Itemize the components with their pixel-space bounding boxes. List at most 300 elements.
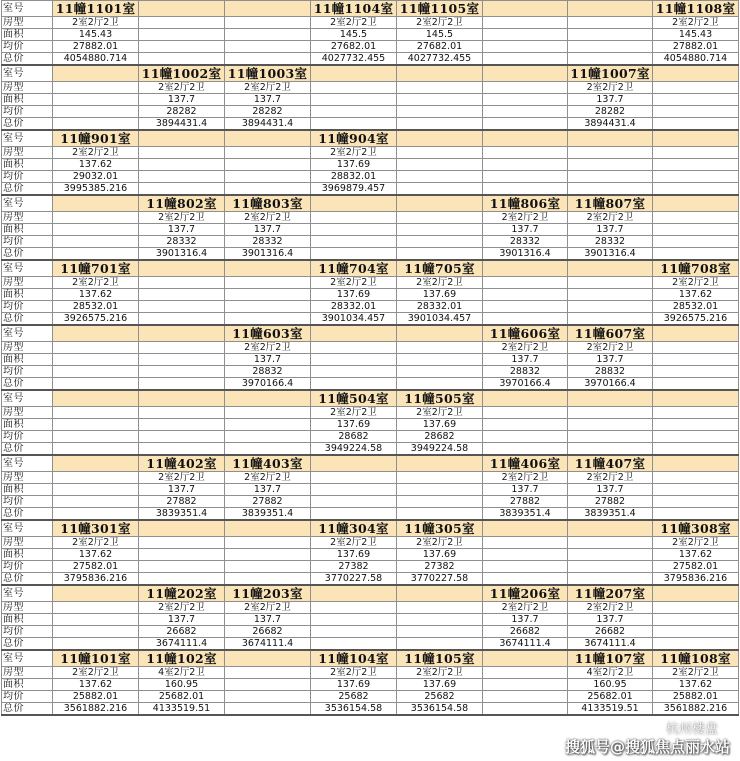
empty-cell	[483, 29, 568, 41]
empty-cell	[653, 212, 739, 224]
empty-cell	[225, 301, 311, 313]
unit-total: 3901316.4	[483, 248, 568, 261]
row-label: 室号	[2, 260, 53, 277]
empty-cell	[568, 537, 653, 549]
unit-price: 28282	[568, 106, 653, 118]
empty-cell	[483, 53, 568, 66]
empty-cell	[568, 29, 653, 41]
floor-row-total	[2, 378, 739, 391]
empty-cell	[397, 585, 483, 602]
row-label: 均价	[2, 691, 53, 703]
empty-cell	[653, 147, 739, 159]
empty-cell	[139, 29, 225, 41]
unit-type: 2室2厅2卫	[483, 472, 568, 484]
unit-price: 27582.01	[53, 561, 139, 573]
empty-cell	[653, 455, 739, 472]
empty-cell	[397, 195, 483, 212]
empty-cell	[311, 484, 397, 496]
floor-row-type	[2, 82, 739, 94]
unit-room-number: 11幢504室	[311, 390, 397, 407]
unit-price: 25682.01	[568, 691, 653, 703]
empty-cell	[653, 496, 739, 508]
row-label: 均价	[2, 236, 53, 248]
empty-cell	[653, 195, 739, 212]
row-label: 室号	[2, 390, 53, 407]
unit-total: 3536154.58	[311, 703, 397, 716]
unit-type: 2室2厅2卫	[139, 602, 225, 614]
unit-total: 3839351.4	[483, 508, 568, 521]
unit-area: 137.62	[53, 159, 139, 171]
unit-room-number: 11幢1007室	[568, 65, 653, 82]
empty-cell	[397, 378, 483, 391]
unit-room-number: 11幢904室	[311, 130, 397, 147]
unit-total: 3970166.4	[225, 378, 311, 391]
unit-area: 137.69	[311, 419, 397, 431]
unit-total: 3901034.457	[311, 313, 397, 326]
empty-cell	[139, 159, 225, 171]
unit-room-number: 11幢802室	[139, 195, 225, 212]
unit-type: 2室2厅2卫	[568, 602, 653, 614]
unit-total: 3839351.4	[139, 508, 225, 521]
empty-cell	[483, 301, 568, 313]
empty-cell	[483, 159, 568, 171]
floor-row-type	[2, 472, 739, 484]
empty-cell	[397, 484, 483, 496]
row-label: 均价	[2, 561, 53, 573]
unit-room-number: 11幢1108室	[653, 1, 739, 17]
empty-cell	[483, 106, 568, 118]
floor-row-price	[2, 626, 739, 638]
unit-price: 27682.01	[397, 41, 483, 53]
floor-row-type	[2, 602, 739, 614]
row-label: 均价	[2, 366, 53, 378]
empty-cell	[53, 496, 139, 508]
floor-row-total	[2, 508, 739, 521]
empty-cell	[53, 508, 139, 521]
empty-cell	[568, 171, 653, 183]
row-label: 房型	[2, 82, 53, 94]
unit-price: 28532.01	[653, 301, 739, 313]
row-label: 均价	[2, 496, 53, 508]
unit-room-number: 11幢101室	[53, 650, 139, 667]
unit-room-number: 11幢1002室	[139, 65, 225, 82]
empty-cell	[53, 212, 139, 224]
row-label: 总价	[2, 508, 53, 521]
row-label: 室号	[2, 195, 53, 212]
unit-type: 2室2厅2卫	[225, 212, 311, 224]
unit-area: 137.7	[483, 614, 568, 626]
floor-row-total	[2, 183, 739, 196]
empty-cell	[139, 183, 225, 196]
unit-room-number: 11幢806室	[483, 195, 568, 212]
empty-cell	[483, 147, 568, 159]
unit-area: 137.7	[139, 484, 225, 496]
unit-price: 28332.01	[311, 301, 397, 313]
row-label: 房型	[2, 17, 53, 29]
empty-cell	[311, 325, 397, 342]
empty-cell	[53, 431, 139, 443]
floor-row-price	[2, 561, 739, 573]
empty-cell	[225, 17, 311, 29]
row-label: 均价	[2, 301, 53, 313]
unit-room-number: 11幢403室	[225, 455, 311, 472]
unit-total: 4133519.51	[139, 703, 225, 716]
unit-total: 3970166.4	[483, 378, 568, 391]
empty-cell	[397, 118, 483, 131]
empty-cell	[139, 573, 225, 586]
unit-total: 3795836.216	[53, 573, 139, 586]
unit-room-number: 11幢606室	[483, 325, 568, 342]
floor-row-price	[2, 236, 739, 248]
empty-cell	[139, 561, 225, 573]
empty-cell	[483, 561, 568, 573]
empty-cell	[397, 106, 483, 118]
unit-price: 25682	[311, 691, 397, 703]
empty-cell	[225, 573, 311, 586]
empty-cell	[225, 1, 311, 17]
unit-total: 3561882.216	[53, 703, 139, 716]
row-label: 均价	[2, 431, 53, 443]
unit-area: 160.95	[568, 679, 653, 691]
empty-cell	[653, 638, 739, 651]
unit-type: 2室2厅2卫	[568, 82, 653, 94]
empty-cell	[311, 236, 397, 248]
floor-row-price	[2, 431, 739, 443]
empty-cell	[653, 248, 739, 261]
unit-type: 2室2厅2卫	[311, 277, 397, 289]
empty-cell	[483, 183, 568, 196]
unit-price: 28532.01	[53, 301, 139, 313]
empty-cell	[653, 378, 739, 391]
empty-cell	[225, 691, 311, 703]
unit-total: 3536154.58	[397, 703, 483, 716]
empty-cell	[653, 431, 739, 443]
empty-cell	[139, 1, 225, 17]
empty-cell	[139, 147, 225, 159]
row-label: 面积	[2, 94, 53, 106]
empty-cell	[139, 342, 225, 354]
floor-row-total	[2, 313, 739, 326]
empty-cell	[568, 313, 653, 326]
empty-cell	[53, 390, 139, 407]
unit-type: 2室2厅2卫	[53, 667, 139, 679]
empty-cell	[225, 130, 311, 147]
empty-cell	[139, 520, 225, 537]
empty-cell	[653, 236, 739, 248]
empty-cell	[483, 390, 568, 407]
empty-cell	[483, 520, 568, 537]
row-label: 总价	[2, 638, 53, 651]
unit-room-number: 11幢203室	[225, 585, 311, 602]
unit-area: 137.62	[53, 289, 139, 301]
unit-price: 27682.01	[311, 41, 397, 53]
row-label: 均价	[2, 41, 53, 53]
unit-room-number: 11幢105室	[397, 650, 483, 667]
unit-type: 2室2厅2卫	[311, 407, 397, 419]
unit-price: 28282	[225, 106, 311, 118]
unit-area: 137.7	[483, 224, 568, 236]
row-label: 总价	[2, 118, 53, 131]
row-label: 总价	[2, 443, 53, 456]
unit-total: 3926575.216	[53, 313, 139, 326]
unit-type: 2室2厅2卫	[53, 17, 139, 29]
empty-cell	[139, 378, 225, 391]
unit-type: 4室2厅2卫	[139, 667, 225, 679]
empty-cell	[653, 183, 739, 196]
unit-total: 3901316.4	[225, 248, 311, 261]
empty-cell	[139, 277, 225, 289]
floor-row-price	[2, 41, 739, 53]
empty-cell	[139, 549, 225, 561]
row-label: 房型	[2, 212, 53, 224]
row-label: 房型	[2, 602, 53, 614]
empty-cell	[225, 159, 311, 171]
floor-row-room	[2, 130, 739, 147]
floor-row-total	[2, 53, 739, 66]
empty-cell	[653, 325, 739, 342]
empty-cell	[53, 455, 139, 472]
floor-row-price	[2, 171, 739, 183]
empty-cell	[139, 289, 225, 301]
price-table	[1, 0, 739, 716]
unit-total: 3561882.216	[653, 703, 739, 716]
empty-cell	[53, 195, 139, 212]
empty-cell	[311, 585, 397, 602]
empty-cell	[653, 94, 739, 106]
empty-cell	[653, 508, 739, 521]
row-label: 面积	[2, 679, 53, 691]
empty-cell	[53, 342, 139, 354]
unit-area: 137.7	[568, 94, 653, 106]
empty-cell	[483, 277, 568, 289]
empty-cell	[653, 626, 739, 638]
empty-cell	[653, 82, 739, 94]
empty-cell	[225, 41, 311, 53]
empty-cell	[483, 419, 568, 431]
empty-cell	[483, 691, 568, 703]
empty-cell	[225, 419, 311, 431]
empty-cell	[225, 703, 311, 716]
unit-price: 25882.01	[53, 691, 139, 703]
empty-cell	[139, 419, 225, 431]
empty-cell	[53, 354, 139, 366]
unit-area: 137.7	[568, 484, 653, 496]
empty-cell	[483, 407, 568, 419]
empty-cell	[311, 342, 397, 354]
empty-cell	[53, 602, 139, 614]
unit-price: 27882.01	[53, 41, 139, 53]
unit-type: 2室2厅2卫	[653, 17, 739, 29]
empty-cell	[53, 626, 139, 638]
empty-cell	[311, 195, 397, 212]
unit-area: 137.7	[139, 614, 225, 626]
unit-room-number: 11幢301室	[53, 520, 139, 537]
empty-cell	[139, 313, 225, 326]
unit-type: 2室2厅2卫	[311, 17, 397, 29]
unit-area: 137.62	[653, 549, 739, 561]
floor-row-area	[2, 94, 739, 106]
row-label: 室号	[2, 65, 53, 82]
floor-row-type	[2, 147, 739, 159]
unit-room-number: 11幢1105室	[397, 1, 483, 17]
empty-cell	[483, 667, 568, 679]
empty-cell	[225, 29, 311, 41]
unit-price: 29032.01	[53, 171, 139, 183]
row-label: 房型	[2, 667, 53, 679]
unit-type: 2室2厅2卫	[311, 147, 397, 159]
empty-cell	[225, 667, 311, 679]
unit-area: 137.69	[311, 679, 397, 691]
unit-room-number: 11幢107室	[568, 650, 653, 667]
row-label: 室号	[2, 585, 53, 602]
empty-cell	[139, 41, 225, 53]
unit-room-number: 11幢701室	[53, 260, 139, 277]
empty-cell	[53, 366, 139, 378]
empty-cell	[311, 638, 397, 651]
empty-cell	[225, 520, 311, 537]
empty-cell	[483, 573, 568, 586]
row-label: 室号	[2, 455, 53, 472]
unit-price: 28332	[225, 236, 311, 248]
unit-area: 137.7	[225, 614, 311, 626]
empty-cell	[53, 443, 139, 456]
floor-row-room	[2, 585, 739, 602]
unit-room-number: 11幢1003室	[225, 65, 311, 82]
unit-price: 25682.01	[139, 691, 225, 703]
row-label: 总价	[2, 573, 53, 586]
empty-cell	[225, 390, 311, 407]
unit-room-number: 11幢708室	[653, 260, 739, 277]
row-label: 面积	[2, 354, 53, 366]
unit-total: 3894431.4	[568, 118, 653, 131]
empty-cell	[53, 484, 139, 496]
unit-price: 28332	[139, 236, 225, 248]
empty-cell	[139, 301, 225, 313]
unit-area: 137.7	[225, 224, 311, 236]
unit-type: 2室2厅2卫	[568, 342, 653, 354]
floor-row-room	[2, 1, 739, 17]
unit-room-number: 11幢102室	[139, 650, 225, 667]
floor-row-area	[2, 484, 739, 496]
empty-cell	[653, 472, 739, 484]
floor-row-total	[2, 118, 739, 131]
unit-total: 3969879.457	[311, 183, 397, 196]
unit-room-number: 11幢206室	[483, 585, 568, 602]
empty-cell	[397, 342, 483, 354]
unit-room-number: 11幢308室	[653, 520, 739, 537]
floor-row-room	[2, 65, 739, 82]
empty-cell	[653, 443, 739, 456]
empty-cell	[483, 260, 568, 277]
row-label: 室号	[2, 650, 53, 667]
empty-cell	[568, 549, 653, 561]
empty-cell	[311, 354, 397, 366]
empty-cell	[53, 118, 139, 131]
unit-room-number: 11幢901室	[53, 130, 139, 147]
empty-cell	[397, 626, 483, 638]
unit-price: 28832.01	[311, 171, 397, 183]
row-label: 室号	[2, 325, 53, 342]
empty-cell	[139, 366, 225, 378]
unit-area: 137.7	[568, 354, 653, 366]
empty-cell	[483, 171, 568, 183]
unit-total: 3674111.4	[568, 638, 653, 651]
unit-price: 27882	[568, 496, 653, 508]
unit-type: 2室2厅2卫	[225, 472, 311, 484]
empty-cell	[653, 366, 739, 378]
unit-price: 27382	[397, 561, 483, 573]
unit-type: 2室2厅2卫	[311, 667, 397, 679]
unit-area: 137.7	[225, 94, 311, 106]
unit-price: 28332	[483, 236, 568, 248]
unit-room-number: 11幢603室	[225, 325, 311, 342]
unit-type: 2室2厅2卫	[53, 537, 139, 549]
empty-cell	[568, 573, 653, 586]
unit-area: 137.62	[53, 679, 139, 691]
unit-total: 3949224.58	[397, 443, 483, 456]
empty-cell	[311, 496, 397, 508]
empty-cell	[311, 455, 397, 472]
unit-total: 3894431.4	[225, 118, 311, 131]
empty-cell	[483, 549, 568, 561]
floor-row-price	[2, 691, 739, 703]
unit-total: 4027732.455	[311, 53, 397, 66]
unit-price: 28832	[225, 366, 311, 378]
empty-cell	[225, 183, 311, 196]
unit-room-number: 11幢207室	[568, 585, 653, 602]
unit-room-number: 11幢807室	[568, 195, 653, 212]
empty-cell	[397, 212, 483, 224]
row-label: 房型	[2, 277, 53, 289]
empty-cell	[653, 407, 739, 419]
empty-cell	[483, 41, 568, 53]
empty-cell	[397, 602, 483, 614]
empty-cell	[653, 224, 739, 236]
row-label: 面积	[2, 159, 53, 171]
row-label: 房型	[2, 147, 53, 159]
unit-type: 2室2厅2卫	[139, 472, 225, 484]
floor-row-room	[2, 195, 739, 212]
empty-cell	[483, 431, 568, 443]
empty-cell	[53, 106, 139, 118]
watermark-brand: 杭州楼盘	[665, 722, 718, 737]
empty-cell	[568, 260, 653, 277]
empty-cell	[397, 183, 483, 196]
unit-price: 27382	[311, 561, 397, 573]
empty-cell	[139, 325, 225, 342]
empty-cell	[568, 1, 653, 17]
unit-area: 137.7	[225, 484, 311, 496]
empty-cell	[53, 224, 139, 236]
empty-cell	[397, 325, 483, 342]
unit-type: 2室2厅2卫	[568, 472, 653, 484]
empty-cell	[568, 147, 653, 159]
row-label: 面积	[2, 29, 53, 41]
unit-area: 137.69	[397, 419, 483, 431]
empty-cell	[53, 248, 139, 261]
empty-cell	[397, 354, 483, 366]
unit-price: 28682	[311, 431, 397, 443]
unit-room-number: 11幢505室	[397, 390, 483, 407]
unit-room-number: 11幢406室	[483, 455, 568, 472]
floor-row-area	[2, 224, 739, 236]
unit-price: 28332	[568, 236, 653, 248]
empty-cell	[139, 390, 225, 407]
empty-cell	[311, 248, 397, 261]
floor-row-type	[2, 212, 739, 224]
unit-type: 2室2厅2卫	[397, 407, 483, 419]
unit-type: 2室2厅2卫	[483, 342, 568, 354]
